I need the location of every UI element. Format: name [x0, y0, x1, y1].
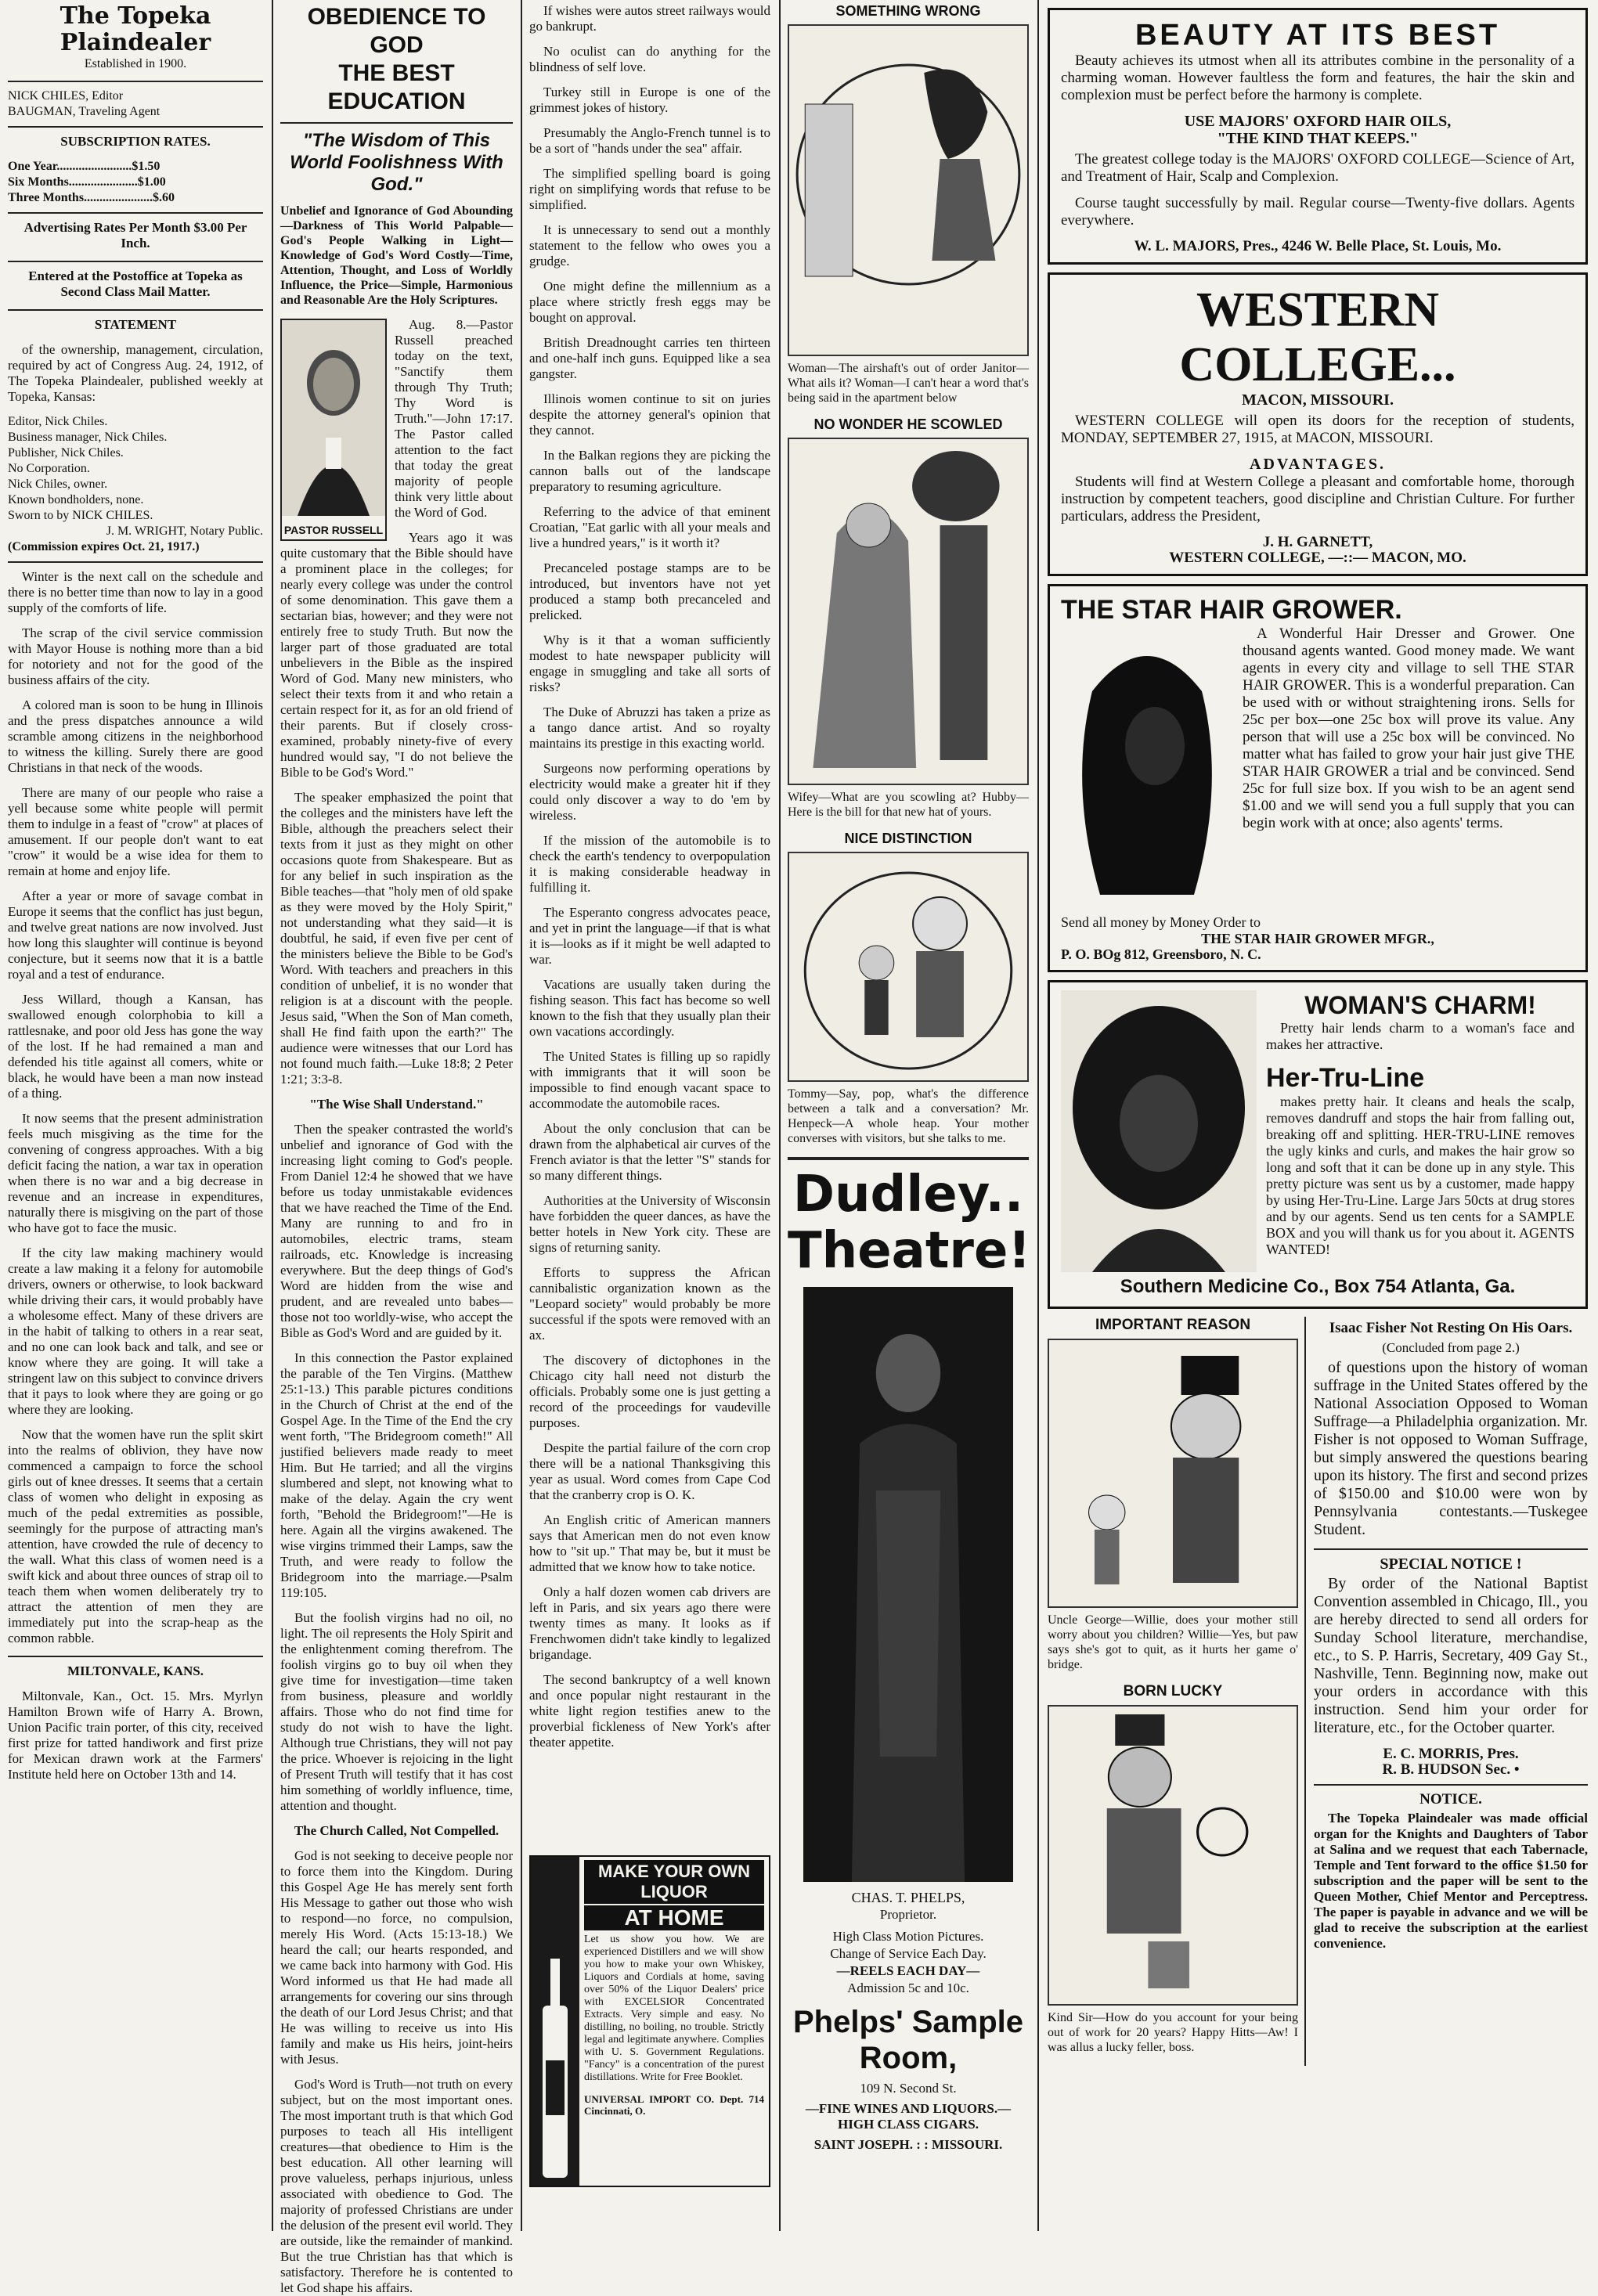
news-item: Surgeons now performing operations by electricity would make a greater hit if they could only discover a way to do 'em by wireless.: [529, 761, 770, 823]
column-2: [276, 0, 518, 2295]
news-item: An English critic of American manners says that American men do not even know how to "sit up." That may be, but it must be admitted that we know how to take notice.: [529, 1512, 770, 1574]
theatre-name-1: Dudley..: [792, 1166, 1024, 1224]
notice-column: [1314, 1317, 1588, 2066]
divider: [8, 561, 263, 563]
special-notice-title: SPECIAL NOTICE !: [1380, 1555, 1522, 1573]
news-item: Only a half dozen women cab drivers are left in Paris, and six years ago there were twenty times as many. It looks as if Frenchwomen didn't take kindly to legalized brigandage.: [529, 1584, 770, 1662]
statement-line: Editor, Nick Chiles.: [8, 415, 108, 428]
editorial-paragraph: Winter is the next call on the schedule and there is no better time than now to lay in a good supply of the comforts of life.: [8, 569, 263, 615]
rate-line: Three Months......................$.60: [8, 191, 175, 204]
star-send: Send all money by Money Order to: [1061, 914, 1261, 930]
phelps-sample-room: Phelps' Sample Room,: [792, 2005, 1024, 2075]
column-3: [525, 0, 775, 2231]
news-item: Vacations are usually taken during the fishing season. This fact has become so well known to the fish that they usually plan their own vacations accordingly.: [529, 977, 770, 1039]
editorial-paragraph: After a year or more of savage combat in Europe it seems that the conflict has just begun, and twelve great nations are now involved. Just how long this slaughter will continue is beyond conjecture, but it seems now that it is a battle royal and a test of endurance.: [8, 888, 263, 982]
statement-line: No Corporation.: [8, 462, 90, 475]
staff-line: BAUGMAN, Traveling Agent: [8, 105, 161, 118]
news-item: The second bankruptcy of a well known and once popular night restaurant in the white light region testifies anew to the proverbial fickleness of New York's after theater appetite.: [529, 1672, 770, 1750]
rate-line: Six Months......................$1.00: [8, 175, 166, 189]
statement-line: Known bondholders, none.: [8, 493, 144, 506]
headline-1: OBEDIENCE TO GOD: [307, 4, 486, 58]
star-text: A Wonderful Hair Dresser and Grower. One thousand agents wanted. Good money made. We want agents in every city and village to sell THE STAR HAIR GROWER. This is a wonderful preparation. Can be used with or without straightening irons. Sells for 25c per box—one 25c box will prove its value. Any person that will use a 25c box will be convinced. No matter what has failed to grow your hair just give THE STAR HAIR GROWER a trial and be convinced. Send 25c for full size box. If you wish to be an agent send $1.00 and we will send you a full supply that you can begin work with at once; also agents' terms.: [1243, 625, 1575, 831]
divider: [280, 122, 513, 124]
news-item: British Dreadnought carries ten thirteen and one-half inch guns. Equipped like a sea gangster.: [529, 335, 770, 381]
column-5: [1041, 0, 1594, 2231]
charm-text: Pretty hair lends charm to a woman's face and makes her attractive.: [1266, 1020, 1575, 1052]
sermon-paragraph: God's Word is Truth—not truth on every subject, but on the most important ones. The most important truth is that which God purposes to teach all His intelligent creatures—that obedience to Him is the best education. All other learning will prove valueless, perhaps injurious, unless associated with obedience to God. The majority of professed Christians are under the delusion of the present evil world. They are outside, like the remainder of mankind. But the true Christian has that which is satisfactory. Therefore he is contented to let God shape his affairs.: [280, 2077, 513, 2295]
cartoon2-title: NO WONDER HE SCOWLED: [813, 416, 1003, 432]
divider: [8, 309, 263, 311]
statement-line: J. M. WRIGHT, Notary Public.: [106, 524, 263, 538]
paragraph-list: [529, 3, 770, 1851]
western-city: MACON, MISSOURI.: [1242, 391, 1394, 409]
liquor-text: Let us show you how. We are experienced Distillers and we will show you how to make your own Whiskey, Liquors and Cordials at home, saving over 50% of the Liquor Dealers' price with EXCELSIOR Concentrated Extracts. Very simple and easy. No distilling, no boiling, no trouble. Strictly legal and legitimate anywhere. Complies with U. S. Government Regulations. "Fancy" is a concentration of the purest distillations. Write for Free Booklet.: [584, 1934, 764, 2083]
news-item: The simplified spelling board is going right on simplifying words that refuse to be simplified.: [529, 166, 770, 212]
pastor-portrait: [280, 319, 387, 541]
divider: [8, 81, 263, 82]
bottom-section: [1048, 1317, 1588, 2066]
portrait-image: [282, 320, 385, 516]
charm-text-2: makes pretty hair. It cleans and heals the scalp, removes dandruff and stops the hair from falling out, breaking off and splitting. HER-TRU-LINE removes the ugly kinks and curls, and makes the hair grow so long and soft that it can be done up in any style. This pretty picture was sent us by a customer, made happy by using Her-Tru-Line. Large Jars 50cts at drug stores and by our agents. Send us ten cents for a SAMPLE BOX and you will thank us for you about it. AGENTS WANTED!: [1266, 1094, 1575, 1257]
liquor-footer: UNIVERSAL IMPORT CO. Dept. 714 Cincinnati, O.: [584, 2093, 764, 2117]
western-president: J. H. GARNETT,: [1262, 534, 1373, 550]
sermon-paragraph: But the foolish virgins had no oil, no light. The oil represents the Holy Spirit and the enlightenment coming therefrom. The foolish virgins go to buy oil when they give time for investigation—time taken from business, pleasure and worldly affairs. Those who do not find time for study do not wish to have the light. Although true Christians, they will not pay the price. Whoever is rejoicing in the light of Present Truth will testify that it has cost him something of worldly influence, time, attention and thought.: [280, 1610, 513, 1813]
charm-company: Southern Medicine Co., Box 754 Atlanta, Ga.: [1120, 1276, 1516, 1297]
special-signature: R. B. HUDSON Sec. •: [1382, 1761, 1520, 1778]
theatre-photo: [803, 1287, 1013, 1882]
beauty-title: BEAUTY AT ITS BEST: [1134, 19, 1501, 52]
beauty-college: The greatest college today is the MAJORS' OXFORD COLLEGE—Science of Art, and Treatment of Hair, Scalp and Complexion.: [1061, 151, 1575, 185]
divider: [788, 1157, 1029, 1160]
cartoon2-image: [788, 438, 1029, 785]
statement-line: Nick Chiles, owner.: [8, 478, 108, 491]
theatre-line: High Class Motion Pictures.: [832, 1929, 984, 1944]
liquor-title: MAKE YOUR OWN LIQUOR: [584, 1860, 764, 1904]
special-signature: E. C. MORRIS, Pres.: [1383, 1746, 1519, 1762]
news-item: One might define the millennium as a place where strictly fresh eggs may be bought on approval.: [529, 279, 770, 325]
theatre-line: —REELS EACH DAY—: [836, 1963, 980, 1978]
beauty-signature: W. L. MAJORS, Pres., 4246 W. Belle Place, St. Louis, Mo.: [1134, 238, 1502, 254]
news-item: If wishes were autos street railways would go bankrupt.: [529, 3, 770, 34]
divider: [1314, 1548, 1588, 1550]
news-item: Turkey still in Europe is one of the grimmest jokes of history.: [529, 85, 770, 115]
star-title: THE STAR HAIR GROWER.: [1061, 595, 1402, 625]
news-item: The Duke of Abruzzi has taken a prize as a tango dance artist. And so royalty maintains its prestige in this exacting world.: [529, 705, 770, 751]
beauty-use: USE MAJORS' OXFORD HAIR OILS,: [1184, 113, 1452, 130]
cartoon3-caption: Tommy—Say, pop, what's the difference between a talk and a conversation? Mr. Henpeck—A whole heap. Your mother converses with visitors, but she talks to me.: [788, 1087, 1029, 1145]
western-advantages: ADVANTAGES.: [1250, 456, 1386, 473]
divider: [8, 1656, 263, 1657]
portrait-label: PASTOR RUSSELL: [283, 524, 384, 536]
cartoon1-caption: Woman—The airshaft's out of order Janitor—What ails it? Woman—I can't hear a word that's being said in the apartment below: [788, 362, 1029, 405]
cartoon2-caption: Wifey—What are you scowling at? Hubby—Here is the bill for that new hat of yours.: [788, 791, 1029, 819]
liquor-ad: [529, 1855, 770, 2187]
editorial-paragraph: Jess Willard, though a Kansan, has swallowed enough colorphobia to kill a rattlesnake, and poor old Jess has gone the way of the lost. If he had remained a man and defended his title against all comers, white or black, he would have been a man now instead of a thing.: [8, 992, 263, 1101]
fisher-title: Isaac Fisher Not Resting On His Oars.: [1329, 1320, 1573, 1336]
news-item: Despite the partial failure of the corn crop there will be a national Thanksgiving this year as usual. Word comes from Cape Cod that the cranberry crop is O. K.: [529, 1440, 770, 1502]
beauty-text: Beauty achieves its utmost when all its attributes combine in the personality of a charming woman. However faultless the form and features, the hair the skin and complexion must be perfect before the harmony is complete.: [1061, 52, 1575, 103]
phelps-city: SAINT JOSEPH. : : MISSOURI.: [813, 2137, 1003, 2152]
editorial-paragraph: The scrap of the civil service commission with Mayor House is nothing more than a bid for notoriety and not for the good of the business affairs of the city.: [8, 625, 263, 687]
liquor-subtitle: AT HOME: [584, 1905, 764, 1930]
news-item: The United States is filling up so rapidly with immigrants that it will soon be impossible to find enough vacant space to accommodate the automobile races.: [529, 1049, 770, 1111]
proprietor-title: Proprietor.: [879, 1907, 937, 1922]
proprietor-name: CHAS. T. PHELPS,: [851, 1890, 965, 1905]
statement-title: STATEMENT: [94, 317, 177, 332]
divider: [8, 212, 263, 214]
charm-title: WOMAN'S CHARM!: [1304, 991, 1536, 1019]
western-signature: WESTERN COLLEGE, —::— MACON, MO.: [1169, 550, 1466, 566]
news-item: Presumably the Anglo-French tunnel is to be a sort of "hands under the sea" affair.: [529, 125, 770, 156]
lucky-title: BORN LUCKY: [1123, 1683, 1223, 1699]
divider: [1314, 1784, 1588, 1786]
statement-line: Business manager, Nick Chiles.: [8, 431, 168, 444]
sermon-paragraph: In this connection the Pastor explained the parable of the Ten Virgins. (Matthew 25:1-13.) This parable pictures conditions in the Church of Christ at the end of the Gospel Age. In the Time of the End the cry went forth, "The Bridegroom cometh!" All justified believers made ready to meet Him. But He tarried; and all the virgins slumbered and slept, not knowing what to make of the delay. Again the cry went forth, "Behold the Bridegroom!"—He is here. Again all the virgins awakened. The wise virgins trimmed their Lamps, saw the Truth, and were ready to follow the Bridegroom into the marriage.—Psalm 119:105.: [280, 1350, 513, 1600]
reason-cartoon: [1048, 1339, 1298, 1608]
deck: Unbelief and Ignorance of God Abounding—Darkness of This World Palpable—God's People Walking in Light—Knowledge of God's Word Costly—Time, Attention, Thought, and Loss of Worldly Influence, the Price—Simple, Harmonious and Reasonable Are the Holy Scriptures.: [280, 204, 513, 307]
sermon-paragraph: Years ago it was quite customary that the Bible should have a prominent place in the colleges; for nearly every college was under the control of some denomination. This gave them a sectarian bias, however; and they were not entirely free to study Truth. But now the larger part of those graduated are total unbelievers in the Bible as the inspired Word of God. Many new ministers, who select their texts from it and who retain a certain respect for it, as for an old friend of their parents. But if closely cross-examined, probably ninety-five of every hundred would say, "I do not believe the Bible to be God's Word.": [280, 530, 513, 780]
sermon-paragraph: God is not seeking to deceive people nor to force them into the Kingdom. During this Gospel Age He has merely sent forth His Message to gather out those who wish to respond—no force, no compulsion, merely His Word. (Acts 15:13-18.) We heard the call; our hearts responded, and we came back into harmony with God. His Word informed us that He had made all arrangements for covering our sins through the death of our Lord Jesus Christ; and that He was willing to receive us into His family and make us His heirs, joint-heirs with Jesus.: [280, 1848, 513, 2067]
fisher-text: of questions upon the history of woman suffrage in the United States offered by the National Association Opposed to Woman Suffrage—a Philadelphia organization. Mr. Fisher is not opposed to Woman Suffrage, but simply answered the questions bearing upon its history. The first and second prizes of $150.00 and $10.00 were won by Pennsylvania contestants.—Tuskegee Student.: [1314, 1359, 1588, 1538]
statement-line: (Commission expires Oct. 21, 1917.): [8, 540, 200, 553]
divider: [8, 126, 263, 128]
cartoon-column: [1048, 1317, 1306, 2066]
news-item: No oculist can do anything for the blindness of self love.: [529, 44, 770, 74]
editorial-paragraph: If the city law making machinery would create a law making it a felony for automobile drivers, owners or otherwise, to look backward while driving their cars, it would probably have a wholesome effect. Many of these drivers are in the habit of talking to others in a rear seat, and no one can look back and talk, and see or know where they are going. It will take a stringent law on this subject to convince drivers that it pays to look where they are going or go where they are looking.: [8, 1245, 263, 1417]
divider: [8, 261, 263, 262]
beauty-kind: "THE KIND THAT KEEPS.": [1217, 130, 1419, 147]
column-4: [783, 0, 1033, 2231]
star-company: THE STAR HAIR GROWER MFGR.,: [1201, 931, 1434, 946]
beauty-ad: [1048, 8, 1588, 265]
sermon-subhead: "The Wise Shall Understand.": [309, 1097, 484, 1112]
theatre-line: Admission 5c and 10c.: [847, 1981, 969, 1995]
statement-line: Publisher, Nick Chiles.: [8, 446, 124, 460]
news-item: If the mission of the automobile is to check the earth's tendency to overpopulation it is making considerable headway in fulfilling it.: [529, 833, 770, 895]
entered-notice: Entered at the Postoffice at Topeka as Second Class Mail Matter.: [28, 269, 243, 299]
news-item: It is unnecessary to send out a monthly statement to the fellow who owes you a grudge.: [529, 222, 770, 269]
star-address: P. O. BOg 812, Greensboro, N. C.: [1061, 946, 1261, 962]
western-text: WESTERN COLLEGE will open its doors for the reception of students, MONDAY, SEPTEMBER 27, 1915, at MACON, MISSOURI.: [1061, 413, 1575, 446]
charm-portrait: [1061, 990, 1257, 1272]
western-college-ad: [1048, 272, 1588, 576]
cartoon3-title: NICE DISTINCTION: [844, 831, 972, 846]
editorial-paragraph: A colored man is soon to be hung in Illinois and the press dispatches announce a wild scramble among citizens in the neighborhood to witness the killing. Surely there are good Christians in that neck of the woods.: [8, 697, 263, 775]
news-item: Precanceled postage stamps are to be introduced, but inventors have not yet produced a stamp both precanceled and prelicked.: [529, 560, 770, 622]
editorial-paragraph: It now seems that the present administration feels much misgiving as the time for the convening of congress approaches. With a big deficit facing the nation, a war tax in operation when there is no war and a big decrease in revenue and an increase in expenditures, naturally there is misgiving on the part of those who have got to face the music.: [8, 1111, 263, 1235]
lucky-caption: Kind Sir—How do you account for your being out of work for 20 years? Happy Hitts—Aw! I was allus a lucky feller, boss.: [1048, 2011, 1298, 2054]
advertising-rates: Advertising Rates Per Month $3.00 Per Inch.: [23, 220, 247, 251]
sermon-intro: Aug. 8.—Pastor Russell preached today on the text, "Sanctify them through Thy Truth; Thy Word is Truth."—John 17:17. The Pastor called attention to the fact that today the great majority of people think very little about the Word of God.: [395, 317, 513, 520]
editorial-paragraph: Now that the women have run the split skirt into the realms of oblivion, they have now commenced a campaign to force the school girls out of knee dresses. It seems that a certain class of women who delight in exposing as much of the pedal extremities as possible, seemingly for the purpose of attracting man's attention, have crowded the rule of decency to the wall. What this class of women need is a swift kick and about three ounces of strap oil to teach them when women deliberately try to attract the attention of men they are immediately put into the scrap-heap as the common rabble.: [8, 1427, 263, 1645]
reason-title: IMPORTANT REASON: [1095, 1317, 1251, 1333]
column-1: [3, 0, 268, 2231]
staff-line: NICK CHILES, Editor: [8, 89, 124, 103]
notice-text: The Topeka Plaindealer was made official organ for the Knights and Daughters of Tabor at Salina and we request that each Tabernacle, Temple and Tent forward to the office $1.50 for subscription and the paper will be sent to the Queen Mother, Chief Mentor and Perceptress. The paper is payable in advance and we will be glad to receive the subscription at the earliest convenience.: [1314, 1811, 1588, 1951]
cartoon1-title: SOMETHING WRONG: [835, 3, 981, 19]
charm-brand: Her-Tru-Line: [1266, 1063, 1425, 1093]
news-item: Efforts to suppress the African cannibalistic organization known as the "Leopard society" would probably be more successful if the spots were removed with an ax.: [529, 1265, 770, 1343]
news-item: The discovery of dictophones in the Chicago city hall need not disturb the officials. Probably some one is just getting a record of the proceedings for vaudeville purposes.: [529, 1353, 770, 1430]
phelps-address: 109 N. Second St.: [860, 2081, 957, 2096]
cartoon1-image: [788, 24, 1029, 356]
special-notice-text: By order of the National Baptist Convention assembled in Chicago, Ill., you are hereby directed to send all orders for Sunday School literature, merchandise, etc., to S. P. Harris, Secretary, 409 Gay St., Nashville, Tenn. Beginning now, make out your orders in accordance with this instruction. Send him your order for literature, etc., for the October quarter.: [1314, 1575, 1588, 1736]
news-item: Authorities at the University of Wisconsin have forbidden the queer dances, as have the better hotels in New York city. These are signs of returning sanity.: [529, 1193, 770, 1255]
lucky-cartoon: [1048, 1705, 1298, 2006]
subheadline: "The Wisdom of This World Foolishness With God.": [290, 130, 503, 195]
phelps-line: —FINE WINES AND LIQUORS.— HIGH CLASS CIGARS.: [805, 2101, 1012, 2132]
theatre-name-2: Theatre!: [788, 1222, 1031, 1280]
news-item: In the Balkan regions they are picking the cannon balls out of the landscape preparatory to resuming agriculture.: [529, 448, 770, 494]
sermon-paragraph: Then the speaker contrasted the world's unbelief and ignorance of God with the increasing light coming to God's people. From Daniel 12:4 he showed that we have before us today unmistakable evidences that we have reached the Time of the End. Many are running to and fro in automobiles, electric trams, steam railroads, etc. Knowledge is increasing everywhere. But the deep things of God's Word are hidden from the wise and prudent, and are revealed unto babes—those not too worldly-wise, who accept the Bible as God's Word and are guided by it.: [280, 1122, 513, 1340]
news-item: Referring to the advice of that eminent Croatian, "Eat garlic with all your meals and live a hundred years," is it worth it?: [529, 504, 770, 550]
womans-charm-ad: [1048, 980, 1588, 1309]
rate-line: One Year........................$1.50: [8, 160, 161, 173]
western-text-2: Students will find at Western College a pleasant and comfortable home, thorough instruction by competent teachers, good discipline and Christian Culture. For further particulars, address the President,: [1061, 474, 1575, 524]
reason-caption: Uncle George—Willie, does your mother still worry about you children? Willie—Yes, but paw says she's got to quit, as it hurts her game o' bridge.: [1048, 1613, 1298, 1671]
theatre-line: Change of Service Each Day.: [830, 1946, 987, 1961]
established-line: Established in 1900.: [84, 57, 187, 70]
headline-2: THE BEST EDUCATION: [327, 60, 466, 114]
news-item: Illinois women continue to sit on juries despite the attorney general's opinion that they cannot.: [529, 391, 770, 438]
news-item: About the only conclusion that can be drawn from the alphabetical air curves of the French aviator is that the letter "S" stands for so many different things.: [529, 1121, 770, 1183]
statement-line: Sworn to by NICK CHILES.: [8, 509, 153, 522]
news-item: Why is it that a woman sufficiently modest to hate newspaper publicity will engage in smuggling and take all sorts of risks?: [529, 633, 770, 694]
news-item: The Esperanto congress advocates peace, and yet in print the language—if that is what it is—looks as if it might be well adapted to war.: [529, 905, 770, 967]
notice-title: NOTICE.: [1419, 1791, 1482, 1808]
fisher-continued: (Concluded from page 2.): [1382, 1340, 1520, 1355]
editorial-paragraph: There are many of our people who raise a yell because some white people will permit them to indulge in a feast of "crow" at places of amusement. If our people don't want to eat "crow" it would be a wise idea for them to remain at home and enjoy life.: [8, 785, 263, 878]
star-portrait: [1061, 629, 1233, 910]
subscription-title: SUBSCRIPTION RATES.: [60, 134, 211, 149]
cartoon3-image: [788, 852, 1029, 1082]
statement-text: of the ownership, management, circulation, required by act of Congress Aug. 24, 1912, of The Topeka Plaindealer, published weekly at Topeka, Kansas:: [8, 342, 263, 404]
miltonvale-title: MILTONVALE, KANS.: [67, 1663, 204, 1678]
sermon-paragraph: The speaker emphasized the point that the colleges and the ministers have left the Bible, although the preachers select their texts from it just as they might on other occasions quote from Shakespeare. But as for any belief in such inspiration as the Bible teaches—that "holy men of old spake as they were moved by the Holy Spirit," not understanding what they said—it is doubtful, he said, if even five per cent of the ministers believe the Bible to be God's Word. With teachers and preachers in this condition of unbelief, it is no wonder that religion is at a discount with the people. Jesus said, "When the Son of Man cometh, shall He find faith upon the earth?" The audience were witnesses that our Lord has not found much faith.—Luke 18:8; 2 Peter 1:21; 3:3-8.: [280, 790, 513, 1087]
star-hair-grower-ad: [1048, 584, 1588, 972]
miltonvale-text: Miltonvale, Kan., Oct. 15. Mrs. Myrlyn Hamilton Brown wife of Harry A. Brown, Union Pacific train porter, of this city, received first prize for tatted handiwork and first prize for Mexican drawn work at the Farmers' Institute held here on October 13th and 14.: [8, 1689, 263, 1782]
western-title: WESTERN COLLEGE...: [1179, 283, 1456, 391]
masthead: The Topeka Plaindealer: [60, 2, 211, 56]
sermon-subhead: The Church Called, Not Compelled.: [294, 1823, 500, 1838]
bottle-icon: [531, 1857, 579, 2186]
beauty-course: Course taught successfully by mail. Regular course—Twenty-five dollars. Agents everywhere.: [1061, 195, 1575, 229]
